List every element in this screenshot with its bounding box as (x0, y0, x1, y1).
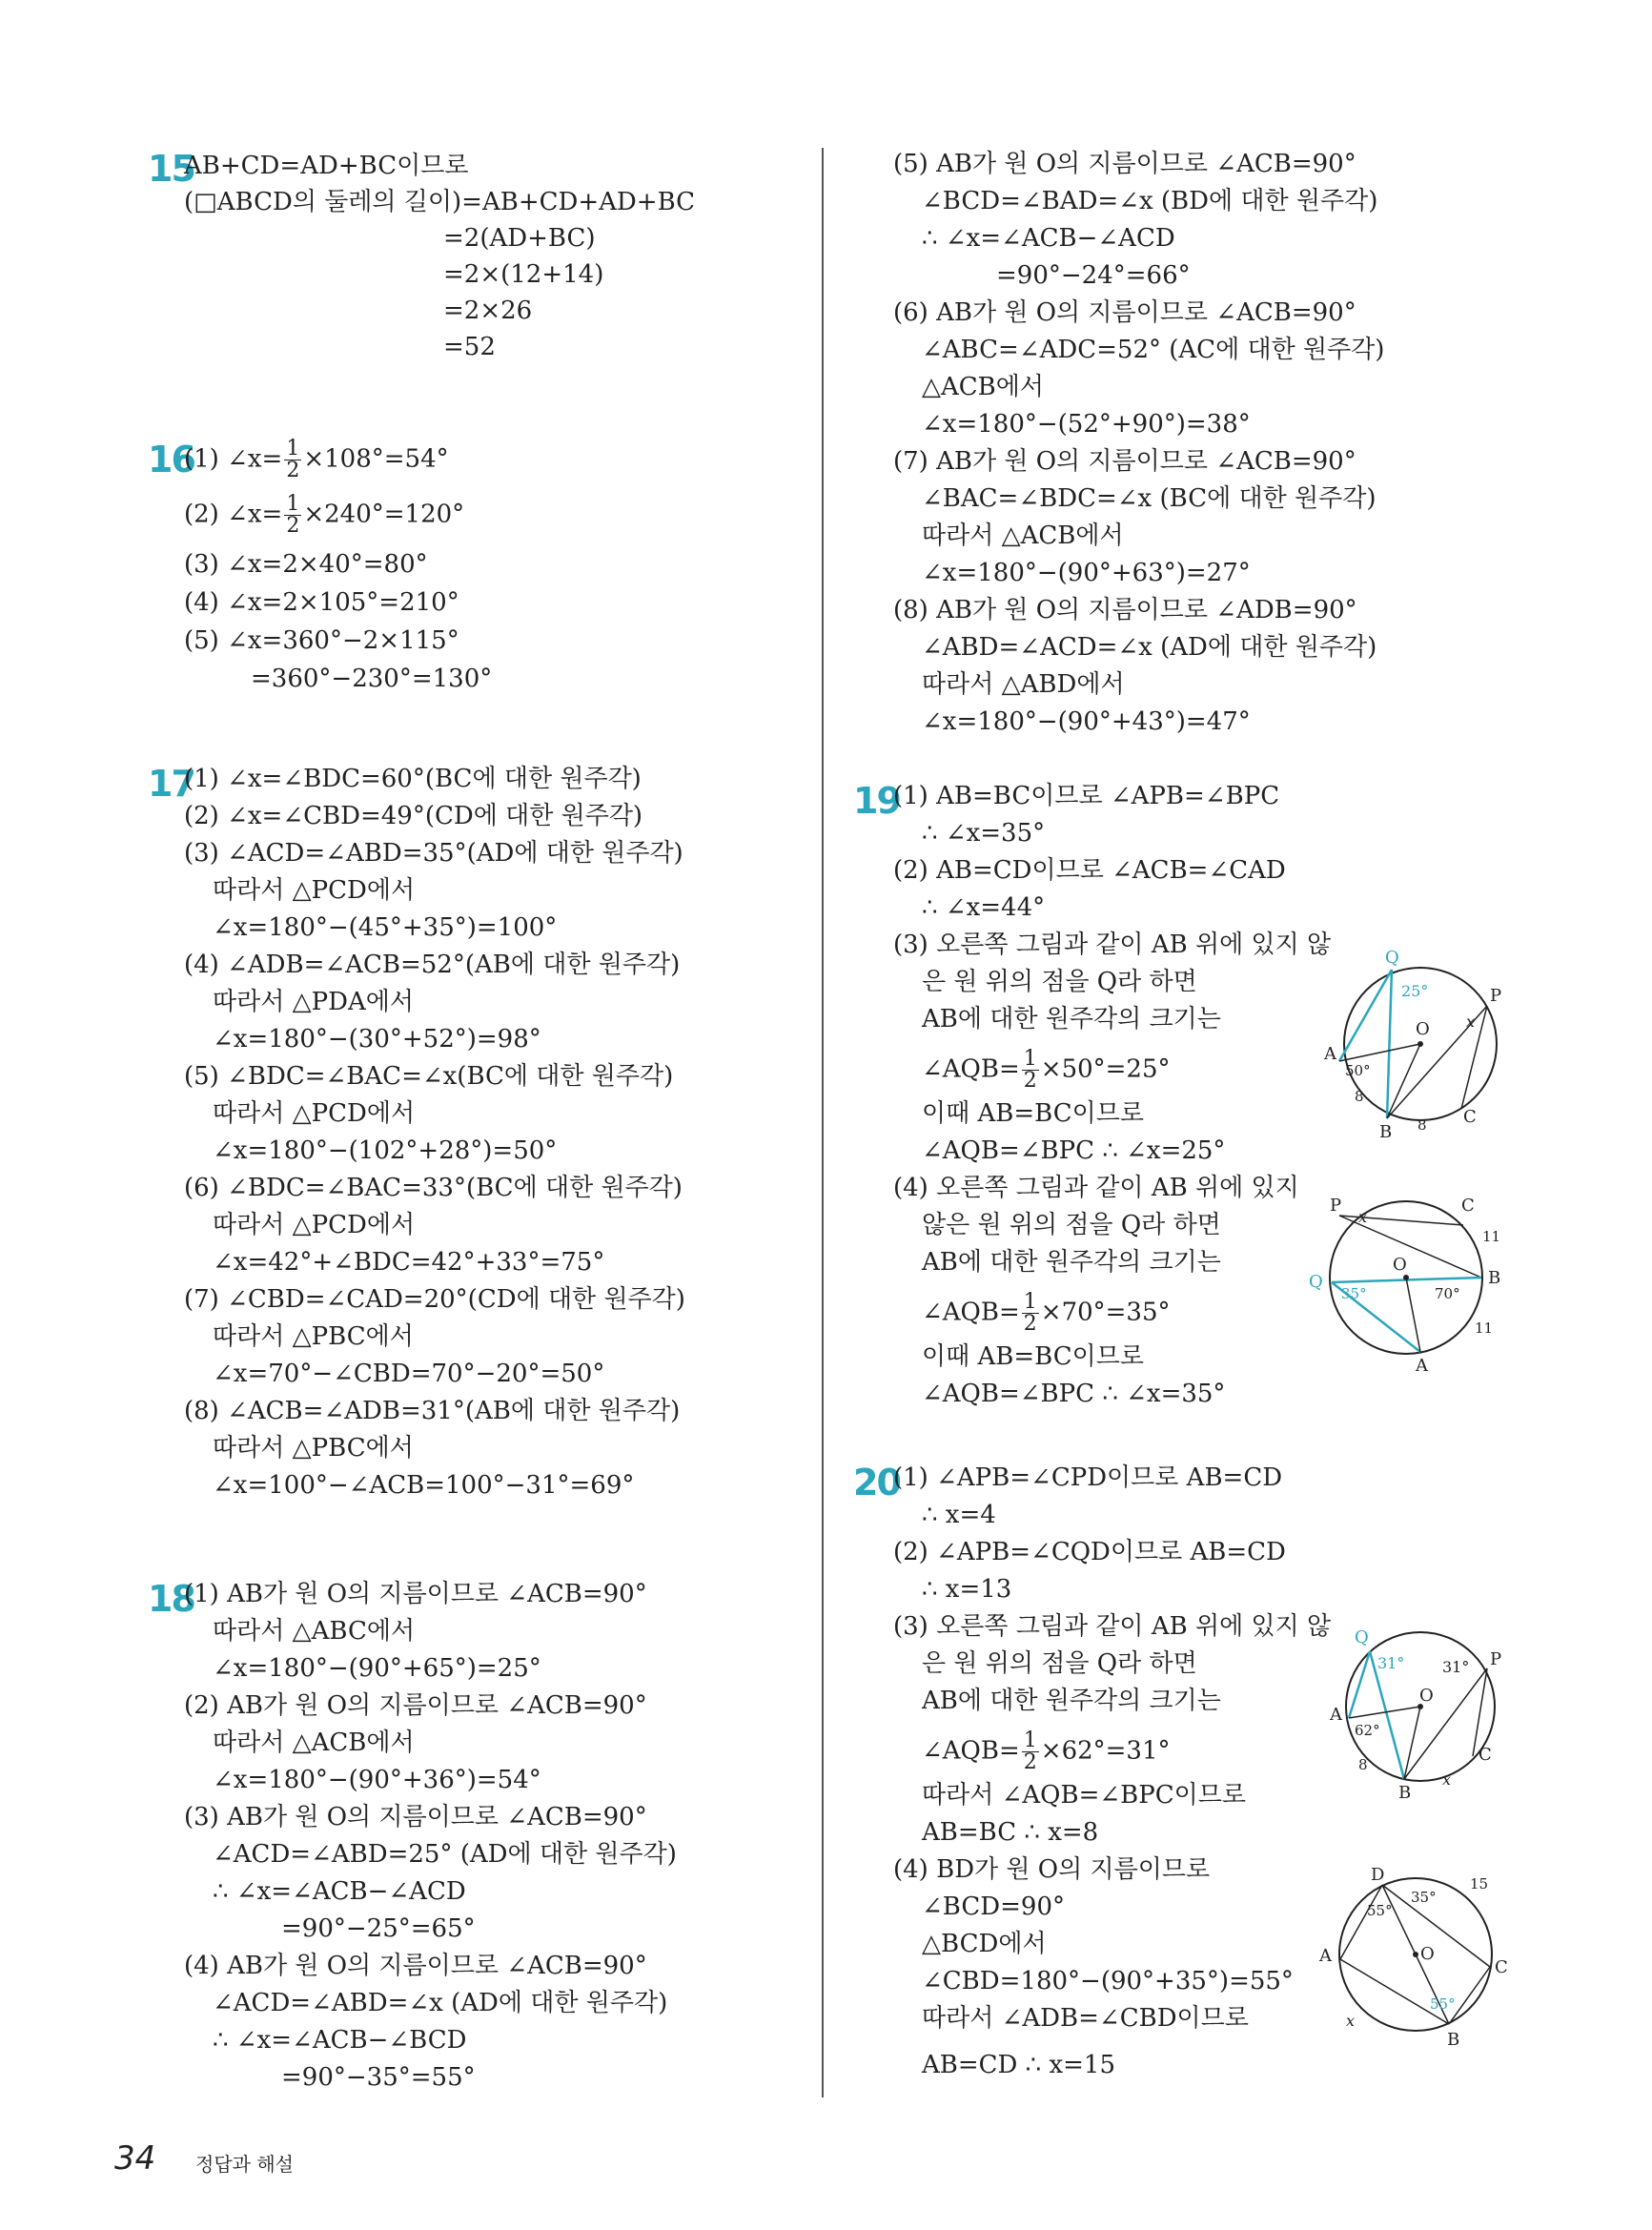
answer-text: ×70°=35° (1040, 1298, 1171, 1327)
answer-line: ∠ABC=∠ADC=52° (AC에 대한 원주각) (922, 336, 1385, 364)
answer-line: ∠BCD=∠BAD=∠x (BD에 대한 원주각) (922, 187, 1378, 215)
answer-line: (8) ∠ACB=∠ADB=31°(AB에 대한 원주각) (184, 1397, 681, 1425)
figure-19-4 (1301, 1182, 1516, 1378)
angle-55: 55° (1430, 1995, 1456, 2013)
answer-text: ×108°=54° (303, 444, 449, 474)
fraction-denominator: 2 (286, 459, 300, 482)
answer-text: ∠AQB= (922, 1736, 1020, 1766)
answer-text: ∠AQB= (922, 1054, 1020, 1084)
answer-line: AB=BC ∴ x=8 (922, 1818, 1099, 1847)
answer-line: (1) ∠x=∠BDC=60°(BC에 대한 원주각) (184, 765, 642, 793)
answer-line: 따라서 △ACB에서 (922, 522, 1124, 550)
column-divider (822, 148, 824, 2097)
fraction-denominator: 2 (286, 514, 300, 538)
arc-length-x: x (1346, 2012, 1356, 2030)
answer-line: AB=CD ∴ x=15 (922, 2051, 1116, 2079)
angle-31: 31° (1377, 1654, 1405, 1672)
answer-line: 따라서 △ACB에서 (213, 1729, 415, 1757)
answer-line (184, 494, 464, 537)
figure-19-3 (1320, 939, 1520, 1139)
footer-title: 정답과 해설 (195, 2153, 294, 2176)
label-p: P (1490, 1649, 1502, 1669)
answer-line: ∠x=180°−(90°+36°)=54° (213, 1766, 541, 1794)
answer-text: (1) ∠x= (184, 444, 283, 474)
answer-text: ×240°=120° (303, 500, 465, 529)
answer-line: =2×(12+14) (443, 260, 604, 289)
answer-line (922, 1730, 1171, 1773)
answer-line: (8) AB가 원 O의 지름이므로 ∠ADB=90° (893, 596, 1357, 624)
answer-line: (3) 오른쪽 그림과 같이 AB 위에 있지 않 (893, 1612, 1332, 1641)
angle-55: 55° (1367, 1902, 1393, 1919)
answer-line: (1) AB가 원 O의 지름이므로 ∠ACB=90° (184, 1580, 647, 1608)
angle-31: 31° (1442, 1658, 1470, 1676)
answer-line: (3) 오른쪽 그림과 같이 AB 위에 있지 않 (893, 931, 1332, 959)
answer-line: (6) ∠BDC=∠BAC=33°(BC에 대한 원주각) (184, 1174, 683, 1202)
answer-line: (3) ∠x=2×40°=80° (184, 550, 428, 579)
answer-line: =90°−35°=55° (281, 2063, 476, 2092)
answer-line: ∠AQB=∠BPC ∴ ∠x=35° (922, 1380, 1226, 1408)
arc-length: 8 (1417, 1116, 1427, 1134)
answer-line: (3) AB가 원 O의 지름이므로 ∠ACB=90° (184, 1803, 647, 1831)
answer-line: AB에 대한 원주각의 크기는 (922, 1248, 1221, 1277)
answer-line: ∠x=180°−(52°+90°)=38° (922, 410, 1251, 439)
answer-line: (7) ∠CBD=∠CAD=20°(CD에 대한 원주각) (184, 1285, 685, 1314)
answer-line: ∴ x=13 (922, 1575, 1012, 1604)
answer-line: 따라서 △PBC에서 (213, 1322, 414, 1351)
answer-line: (4) BD가 원 O의 지름이므로 (893, 1855, 1211, 1884)
answer-line: ∠CBD=180°−(90°+35°)=55° (922, 1967, 1294, 1995)
chord-qa (1349, 1651, 1370, 1718)
answer-line: 따라서 △ABC에서 (213, 1617, 416, 1646)
arc-length: 15 (1470, 1875, 1489, 1892)
arc-length: 11 (1475, 1320, 1494, 1337)
answer-line: ∠x=42°+∠BDC=42°+33°=75° (213, 1248, 605, 1277)
answer-line: ∠ACD=∠ABD=∠x (AD에 대한 원주각) (213, 1989, 668, 2017)
answer-line: =360°−230°=130° (251, 665, 493, 693)
fraction (1022, 1049, 1039, 1092)
fraction-numerator: 1 (1023, 1047, 1037, 1071)
arc-length: 11 (1482, 1228, 1501, 1245)
angle-70: 70° (1435, 1285, 1460, 1302)
answer-line: ∴ ∠x=∠ACB−∠ACD (922, 224, 1175, 253)
answer-line: (3) ∠ACD=∠ABD=35°(AD에 대한 원주각) (184, 839, 683, 868)
answer-line: 따라서 △PDA에서 (213, 988, 414, 1016)
answer-line: ∴ ∠x=∠ACB−∠ACD (213, 1877, 466, 1906)
problem-number: 16 (148, 439, 194, 481)
fraction-numerator: 1 (1023, 1729, 1037, 1752)
answer-line: (□ABCD의 둘레의 길이)=AB+CD+AD+BC (184, 188, 696, 216)
answer-line: ∠x=180°−(30°+52°)=98° (213, 1025, 541, 1054)
answer-line: ∠ABD=∠ACD=∠x (AD에 대한 원주각) (922, 633, 1377, 662)
answer-line: =2(AD+BC) (443, 224, 596, 253)
answer-line: =90°−25°=65° (281, 1914, 476, 1943)
label-a: A (1330, 1705, 1342, 1725)
label-o: O (1419, 1686, 1434, 1706)
fraction (284, 494, 301, 537)
answer-text: ×62°=31° (1040, 1736, 1171, 1766)
answer-line: ∠x=180°−(90°+65°)=25° (213, 1654, 541, 1683)
fraction-denominator: 2 (1023, 1750, 1037, 1774)
answer-line: ∠ACD=∠ABD=25° (AD에 대한 원주각) (213, 1840, 677, 1869)
center-point (1403, 1275, 1409, 1280)
problem-number: 17 (148, 763, 194, 805)
label-p: P (1490, 986, 1502, 1006)
answer-line: ∴ x=4 (922, 1501, 996, 1529)
answer-line: (4) ∠x=2×105°=210° (184, 588, 459, 617)
answer-line: (2) AB=CD이므로 ∠ACB=∠CAD (893, 856, 1286, 885)
figure-20-4 (1306, 1854, 1520, 2055)
answer-line: (6) AB가 원 O의 지름이므로 ∠ACB=90° (893, 298, 1356, 327)
fraction-numerator: 1 (286, 492, 300, 516)
label-a: A (1319, 1946, 1332, 1966)
answer-line: ∠x=180°−(90°+43°)=47° (922, 707, 1251, 736)
label-b: B (1379, 1122, 1393, 1139)
label-q: Q (1309, 1272, 1323, 1292)
center-point (1417, 1041, 1423, 1047)
chord-qa (1339, 970, 1392, 1061)
label-o: O (1420, 1944, 1435, 1964)
answer-line: AB에 대한 원주각의 크기는 (922, 1005, 1221, 1033)
answer-line: (5) AB가 원 O의 지름이므로 ∠ACB=90° (893, 150, 1356, 178)
label-c: C (1463, 1107, 1477, 1127)
chord-qb (1387, 970, 1392, 1118)
angle-35: 35° (1411, 1889, 1437, 1906)
answer-line: ∠BAC=∠BDC=∠x (BC에 대한 원주각) (922, 484, 1377, 513)
fraction (284, 439, 301, 481)
arc-length-x: x (1442, 1770, 1452, 1789)
fraction-numerator: 1 (1023, 1290, 1037, 1314)
answer-line: (7) AB가 원 O의 지름이므로 ∠ACB=90° (893, 447, 1356, 476)
answer-line: ∠x=180°−(45°+35°)=100° (213, 913, 558, 942)
label-p: P (1330, 1196, 1342, 1216)
angle-25: 25° (1401, 982, 1429, 1000)
answer-line: 은 원 위의 점을 Q라 하면 (922, 1649, 1197, 1678)
angle-x: x (1466, 1013, 1476, 1031)
answer-line: (4) 오른쪽 그림과 같이 AB 위에 있지 (893, 1174, 1299, 1202)
answer-line: ∴ ∠x=44° (922, 893, 1046, 922)
answer-line: (2) ∠x=∠CBD=49°(CD에 대한 원주각) (184, 802, 643, 830)
radius-ob (1387, 1044, 1420, 1118)
answer-line: △BCD에서 (922, 1930, 1047, 1958)
answer-line: ∴ ∠x=35° (922, 819, 1046, 848)
answer-line: AB에 대한 원주각의 크기는 (922, 1687, 1221, 1715)
arc-length: 8 (1358, 1756, 1368, 1773)
answer-line: △ACB에서 (922, 373, 1045, 401)
problem-number: 18 (148, 1578, 194, 1620)
problem-number: 20 (853, 1462, 900, 1504)
answer-line: ∠x=70°−∠CBD=70°−20°=50° (213, 1360, 605, 1388)
fraction-denominator: 2 (1023, 1069, 1037, 1093)
figure-20-3 (1320, 1611, 1520, 1807)
answer-line: (4) AB가 원 O의 지름이므로 ∠ACB=90° (184, 1952, 647, 1980)
fraction (1022, 1292, 1039, 1335)
answer-line: 이때 AB=BC이므로 (922, 1342, 1144, 1371)
answer-line: ∠x=180°−(102°+28°)=50° (213, 1136, 558, 1165)
label-q: Q (1355, 1627, 1369, 1647)
fraction (1022, 1730, 1039, 1773)
label-c: C (1479, 1745, 1492, 1765)
answer-line: 은 원 위의 점을 Q라 하면 (922, 968, 1197, 996)
answer-line: (5) ∠x=360°−2×115° (184, 626, 459, 655)
answer-line: 이때 AB=BC이므로 (922, 1099, 1144, 1128)
answer-line: (1) ∠APB=∠CPD이므로 AB=CD (893, 1463, 1283, 1492)
answer-text: ∠AQB= (922, 1298, 1020, 1327)
answer-line: ∠x=100°−∠ACB=100°−31°=69° (213, 1471, 635, 1500)
answer-line: =2×26 (443, 297, 533, 325)
problem-number: 19 (853, 780, 900, 822)
answer-line (922, 1292, 1171, 1335)
answer-line: 따라서 ∠AQB=∠BPC이므로 (922, 1781, 1247, 1810)
answer-text: ×50°=25° (1040, 1054, 1171, 1084)
answer-line: 따라서 △ABD에서 (922, 670, 1125, 699)
answer-line: ∠x=180°−(90°+63°)=27° (922, 559, 1251, 587)
answer-line: 따라서 △PCD에서 (213, 1099, 416, 1128)
label-c: C (1495, 1957, 1508, 1977)
label-a: A (1324, 1044, 1336, 1064)
answer-line: ∴ ∠x=∠ACB−∠BCD (213, 2026, 467, 2055)
answer-line: (2) ∠APB=∠CQD이므로 AB=CD (893, 1538, 1286, 1566)
label-d: D (1371, 1865, 1385, 1885)
answer-line: (5) ∠BDC=∠BAC=∠x(BC에 대한 원주각) (184, 1062, 674, 1091)
answer-line (184, 439, 449, 481)
fraction-denominator: 2 (1023, 1312, 1037, 1336)
answer-line: 따라서 △PCD에서 (213, 876, 416, 905)
label-b: B (1398, 1783, 1412, 1803)
answer-text: (2) ∠x= (184, 500, 283, 529)
label-q: Q (1385, 948, 1399, 968)
answer-line: 따라서 △PCD에서 (213, 1211, 416, 1239)
answer-line: 따라서 ∠ADB=∠CBD이므로 (922, 2004, 1249, 2033)
answer-line: ∠AQB=∠BPC ∴ ∠x=25° (922, 1136, 1226, 1165)
angle-x: x (1358, 1208, 1368, 1226)
label-o: O (1393, 1255, 1407, 1275)
answer-line: ∠BCD=90° (922, 1892, 1065, 1921)
page-number: 34 (114, 2139, 156, 2178)
answer-line: AB+CD=AD+BC이므로 (184, 152, 469, 180)
center-point (1413, 1952, 1418, 1957)
angle-35: 35° (1341, 1285, 1367, 1302)
fraction-numerator: 1 (286, 437, 300, 460)
problem-number: 15 (148, 148, 194, 190)
answer-line: =90°−24°=66° (996, 261, 1191, 290)
label-b: B (1488, 1268, 1501, 1288)
answer-line: (2) AB가 원 O의 지름이므로 ∠ACB=90° (184, 1691, 647, 1720)
label-b: B (1447, 2030, 1460, 2050)
label-c: C (1461, 1196, 1475, 1216)
arc-length: 8 (1355, 1088, 1364, 1105)
label-a: A (1416, 1356, 1428, 1376)
radius-oa (1339, 1044, 1420, 1061)
angle-50: 50° (1345, 1062, 1371, 1079)
angle-62: 62° (1355, 1722, 1380, 1739)
radius-oa (1406, 1278, 1420, 1352)
answer-line (922, 1049, 1171, 1092)
answer-line: 따라서 △PBC에서 (213, 1434, 414, 1463)
label-o: O (1416, 1019, 1430, 1039)
answer-line: 않은 원 위의 점을 Q라 하면 (922, 1211, 1221, 1239)
answer-line: (1) AB=BC이므로 ∠APB=∠BPC (893, 782, 1280, 810)
answer-line: (4) ∠ADB=∠ACB=52°(AB에 대한 원주각) (184, 951, 681, 979)
answer-line: =52 (443, 333, 496, 361)
